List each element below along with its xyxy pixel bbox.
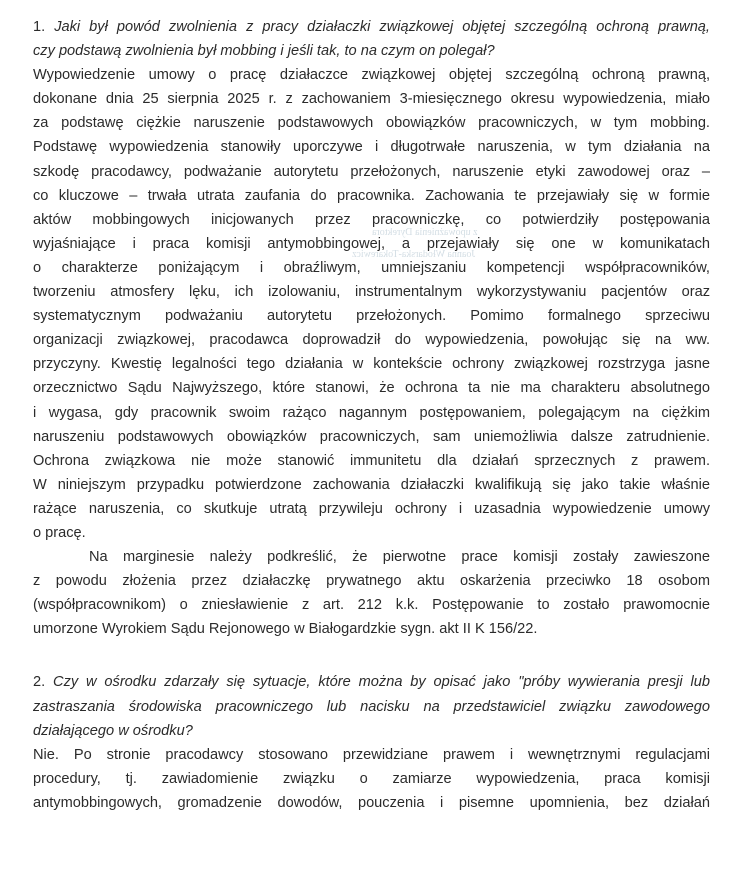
answer-line: systematycznym podważaniu autorytetu przełożonych. Pomimo formalnego sprzeciwu <box>33 308 710 325</box>
question-1 <box>33 15 710 63</box>
stamp-bleed-through-line1: z upoważnienia Dyrektora <box>372 227 478 238</box>
answer-line: o pracę. <box>33 524 86 541</box>
question-line: zastraszania środowiska pracowniczego lub nacisku na przedstawiciel związku zawodowego <box>33 698 710 715</box>
answer-line: aktów mobbingowych inicjowanych przez pracowniczkę, co potwierdziły postępowania <box>33 211 710 228</box>
answer-line: naruszeniu podstawowych obowiązków pracowniczych, sam uniemożliwia dalsze zatrudnienie. <box>33 428 710 445</box>
stamp-bleed-through-line2: Joanna Włodarska-Tokarewicz <box>352 249 476 260</box>
answer-line: Podstawę wypowiedzenia stanowiły uporczywe i długotrwałe naruszenia, w tym działania na <box>33 139 710 156</box>
paragraph-gap <box>33 641 710 670</box>
answer-line: procedury, tj. zawiadomienie związku o zamiarze wypowiedzenia, praca komisji <box>33 770 710 787</box>
answer-line: za podstawę ciężkie naruszenie podstawowych obowiązków pracowniczych, w tym mobbing. <box>33 115 710 132</box>
answer-line: organizacji związkowej, pracodawca doprowadził do wypowiedzenia, powołując się na ww. <box>33 332 710 349</box>
note-line: (współpracownikom) o zniesławienie z art. 212 k.k. Postępowanie to zostało prawomocnie <box>33 597 710 614</box>
question-line: działającego w ośrodku? <box>33 722 193 739</box>
question-line: 1. Jaki był powód zwolnienia z pracy działaczki związkowej objętej szczególną ochroną prawną, <box>33 19 710 35</box>
question-line: czy podstawą zwolnienia był mobbing i jeśli tak, to na czym on polegał? <box>33 43 495 60</box>
question-2 <box>33 670 710 742</box>
answer-line: wyjaśniające i praca komisji antymobbingowej, a przejawiały się one w komunikatach <box>33 235 710 252</box>
answer-line: dokonane dnia 25 sierpnia 2025 r. z zachowaniem 3-miesięcznego okresu wypowiedzenia, miało <box>33 91 710 108</box>
note-line: z powodu złożenia przez działaczkę prywatnego aktu oskarżenia przeciwko 18 osobom <box>33 573 710 590</box>
answer-line: orzecznictwo Sądu Najwyższego, które stanowi, że ochrona ta nie ma charakteru absolutnego <box>33 380 710 397</box>
answer-line: rażące naruszenia, co skutkuje utratą przywileju ochrony i uzasadnia wypowiedzenie umowy <box>33 500 710 517</box>
question-line: 2. Czy w ośrodku zdarzały się sytuacje, które można by opisać jako "próby wywierania presji lub <box>33 674 710 691</box>
answer-line: szkodę pracodawcy, podważanie autorytetu przełożonych, naruszenie etyki zawodowej oraz – <box>33 163 710 180</box>
note-paragraph <box>33 545 710 641</box>
answer-line: tworzeniu atmosfery lęku, ich izolowaniu, instrumentalnym wykorzystywaniu pacjentów oraz <box>33 284 710 301</box>
answer-line: o charakterze poniżającym i obraźliwym, umniejszaniu kompetencji współpracowników, <box>33 259 710 276</box>
answer-line: Nie. Po stronie pracodawcy stosowano przewidziane prawem i wewnętrznymi regulacjami <box>33 746 710 763</box>
answer-line: co kluczowe – trwała utrata zaufania do pracownika. Zachowania te przejawiały się w formie <box>33 187 710 204</box>
document-page <box>33 15 710 815</box>
question-number: 2. <box>33 674 46 691</box>
note-line: Na marginesie należy podkreślić, że pierwotne prace komisji zostały zawieszone <box>89 549 710 566</box>
question-number: 1. <box>33 19 46 35</box>
answer-line: Wypowiedzenie umowy o pracę działaczce związkowej objętej szczególną ochroną prawną, <box>33 67 710 84</box>
answer-line: i wygasa, gdy pracownik swoim rażąco nagannym postępowaniem, polegającym na ciężkim <box>33 404 710 421</box>
answer-1 <box>33 63 710 545</box>
answer-2 <box>33 743 710 815</box>
answer-line: Ochrona związkowa nie może stanowić immunitetu dla działań sprzecznych z prawem. <box>33 452 710 469</box>
note-line: umorzone Wyrokiem Sądu Rejonowego w Białogardzkie sygn. akt II K 156/22. <box>33 621 538 638</box>
answer-line: W niniejszym przypadku potwierdzone zachowania działaczki kwalifikują się jako takie właśnie <box>33 476 710 493</box>
answer-line: przyczyny. Kwestię legalności tego działania w kontekście ochrony związkowej rozstrzyga jasne <box>33 356 710 373</box>
answer-line: antymobbingowych, gromadzenie dowodów, pouczenia i pisemne upomnienia, bez działań <box>33 794 710 811</box>
